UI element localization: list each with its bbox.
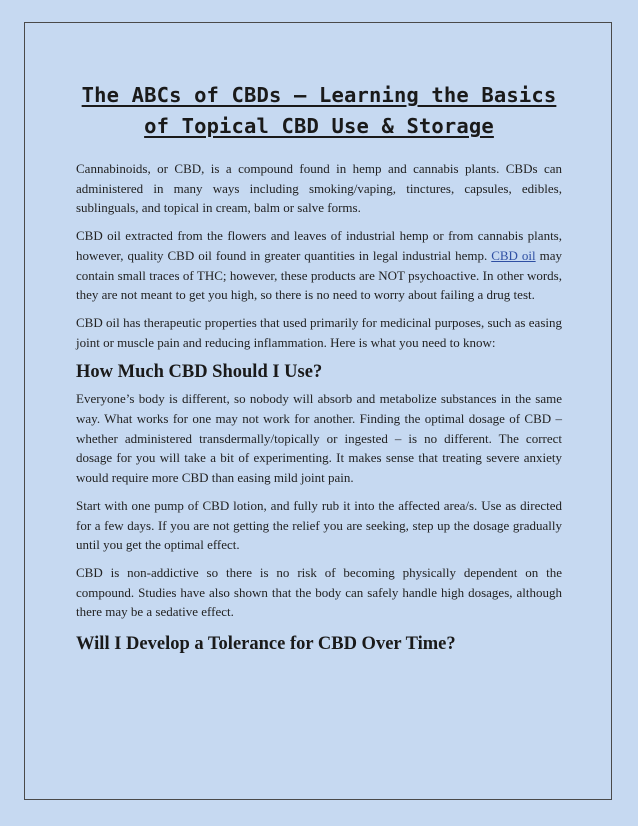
dosage-paragraph-2: Start with one pump of CBD lotion, and fully rub it into the affected area/s. Use as directed for a few days. If you are not getting the relief you are seeking, step up the dosage gradually until you get the optimal effect. [76,497,562,553]
intro-paragraph-1: Cannabinoids, or CBD, is a compound found in hemp and cannabis plants. CBDs can administered in many ways including smoking/vaping, tinctures, capsules, edibles, sublinguals, and topical in cream, balm or salve forms. [76,161,562,216]
section-heading-tolerance: Will I Develop a Tolerance for CBD Over Time? [76,634,456,655]
intro-paragraph-3: CBD oil has therapeutic properties that used primarily for medicinal purposes, such as easing joint or muscle pain and reducing inflammation. Here is what you need to know: [76,314,562,350]
dosage-paragraph-3: CBD is non-addictive so there is no risk of becoming physically dependent on the compound. Studies have also shown that the body can safely handle high dosages, although there may be a sedative effect. [76,564,562,620]
document-title: The ABCs of CBDs – Learning the Basics of Topical CBD Use & Storage [81,83,557,138]
intro-paragraph-2 [76,226,562,305]
section-heading-dosage: How Much CBD Should I Use? [76,362,323,383]
dosage-paragraph-1: Everyone’s body is different, so nobody will absorb and metabolize substances in the same way. What works for one may not work for another. Finding the optimal dosage of CBD – whether administered transdermally/topically or ingested – is no different. The correct dosage for you will take a bit of experimenting. It makes sense that treating severe anxiety would require more CBD than easing mild joint pain. [76,391,562,486]
document-body [76,80,562,661]
paragraph-text: may contain small traces of THC; however, these products are NOT psychoactive. In other words, they are not meant to get you high, so there is no need to worry about failing a drug test. [76,247,562,303]
paragraph-text: CBD oil extracted from the flowers and leaves of industrial hemp or from cannabis plants, however, quality CBD oil found in greater quantities in legal industrial hemp. [76,228,562,263]
cbd-oil-link[interactable]: CBD oil [491,247,536,263]
